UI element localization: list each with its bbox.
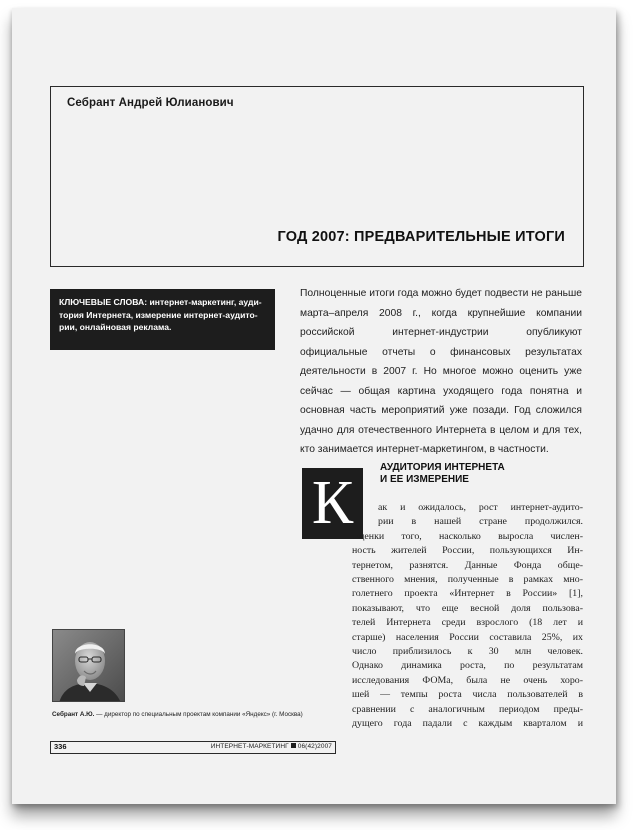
body-text-first-lines — [378, 501, 583, 530]
caption-text: — директор по специальным проектам компании «Яндекс» (г. Москва) — [94, 711, 303, 718]
body-line: сравнении с аналогичным периодом преды- — [352, 703, 583, 715]
article-title: ГОД 2007: ПРЕДВАРИТЕЛЬНЫЕ ИТОГИ — [277, 229, 565, 245]
section-heading-line-2: И ЕЕ ИЗМЕРЕНИЕ — [380, 474, 469, 485]
magazine-page — [12, 8, 616, 804]
body-line: исследования ФОМа, была не очень хоро- — [352, 674, 583, 686]
body-line: голетнего проекта «Интернет в России» [1], — [352, 588, 583, 600]
journal-name: ИНТЕРНЕТ-МАРКЕТИНГ — [210, 743, 289, 750]
issue-number: 06(42)2007 — [297, 743, 332, 750]
keywords-box — [50, 289, 275, 350]
body-line: телей Интернета среди взрослого (18 лет и — [352, 617, 583, 629]
page-number: 336 — [54, 742, 67, 751]
body-line-a1: ак и ожидалось, рост интернет-аудито- — [378, 502, 583, 513]
square-bullet-icon — [291, 743, 296, 748]
keywords-line-2: тория Интернета, измерение интернет-аудито- — [59, 309, 258, 320]
body-line: число приблизилось к 30 млн человек. — [352, 646, 583, 658]
body-line: показывают, что еще весной доля пользова- — [352, 602, 583, 614]
keywords-label: КЛЮЧЕВЫЕ СЛОВА: — [59, 297, 148, 307]
body-line: Однако динамика роста, по результатам — [352, 660, 583, 672]
photo-caption — [52, 711, 352, 718]
body-line: Оценки того, насколько выросла числен- — [352, 530, 583, 542]
portrait-graphic — [53, 630, 125, 702]
body-line-a2: рии в нашей стране продолжился. — [378, 516, 583, 528]
journal-reference — [211, 743, 332, 750]
author-portrait-photo — [52, 629, 125, 702]
page-footer — [50, 742, 336, 754]
dropcap-letter: К — [302, 468, 363, 539]
article-header-box — [50, 86, 584, 267]
author-name: Себрант Андрей Юлианович — [67, 97, 234, 109]
body-line: дущего года падали с каждым кварталом и — [352, 718, 583, 730]
caption-name: Себрант А.Ю. — [52, 711, 95, 718]
body-line: ственного мнения, полученные в рамках мно- — [352, 574, 583, 586]
body-line: старше) населения России составила 25%, их — [352, 631, 583, 643]
body-line: ность жителей России, пользующихся Ин- — [352, 545, 583, 557]
body-line: шей — темпы роста числа пользователей в — [352, 689, 583, 701]
intro-paragraph: Полноценные итоги года можно будет подвести не раньше марта–апреля 2008 г., когда крупнейшие компании российской интернет-индустрии опубликуют официальные отчеты о финансовых результатах деятельности в 2007 г. Но многое можно оценить уже сейчас — общая картина уходящего года понятна и основная часть мероприятий уже позади. Год сложился удачно для отечественного Интернета в целом и для тех, кто занимается интернет-маркетингом, в частности. — [300, 288, 582, 455]
section-heading — [380, 462, 505, 486]
keywords-line-3: рии, онлайновая реклама. — [59, 322, 172, 333]
body-line: тернетом, разнятся. Данные Фонда обще- — [352, 559, 583, 571]
body-text-continued — [352, 530, 583, 732]
keywords-line-1: интернет-маркетинг, ауди- — [149, 297, 262, 307]
section-heading-line-1: АУДИТОРИЯ ИНТЕРНЕТА — [380, 462, 505, 473]
